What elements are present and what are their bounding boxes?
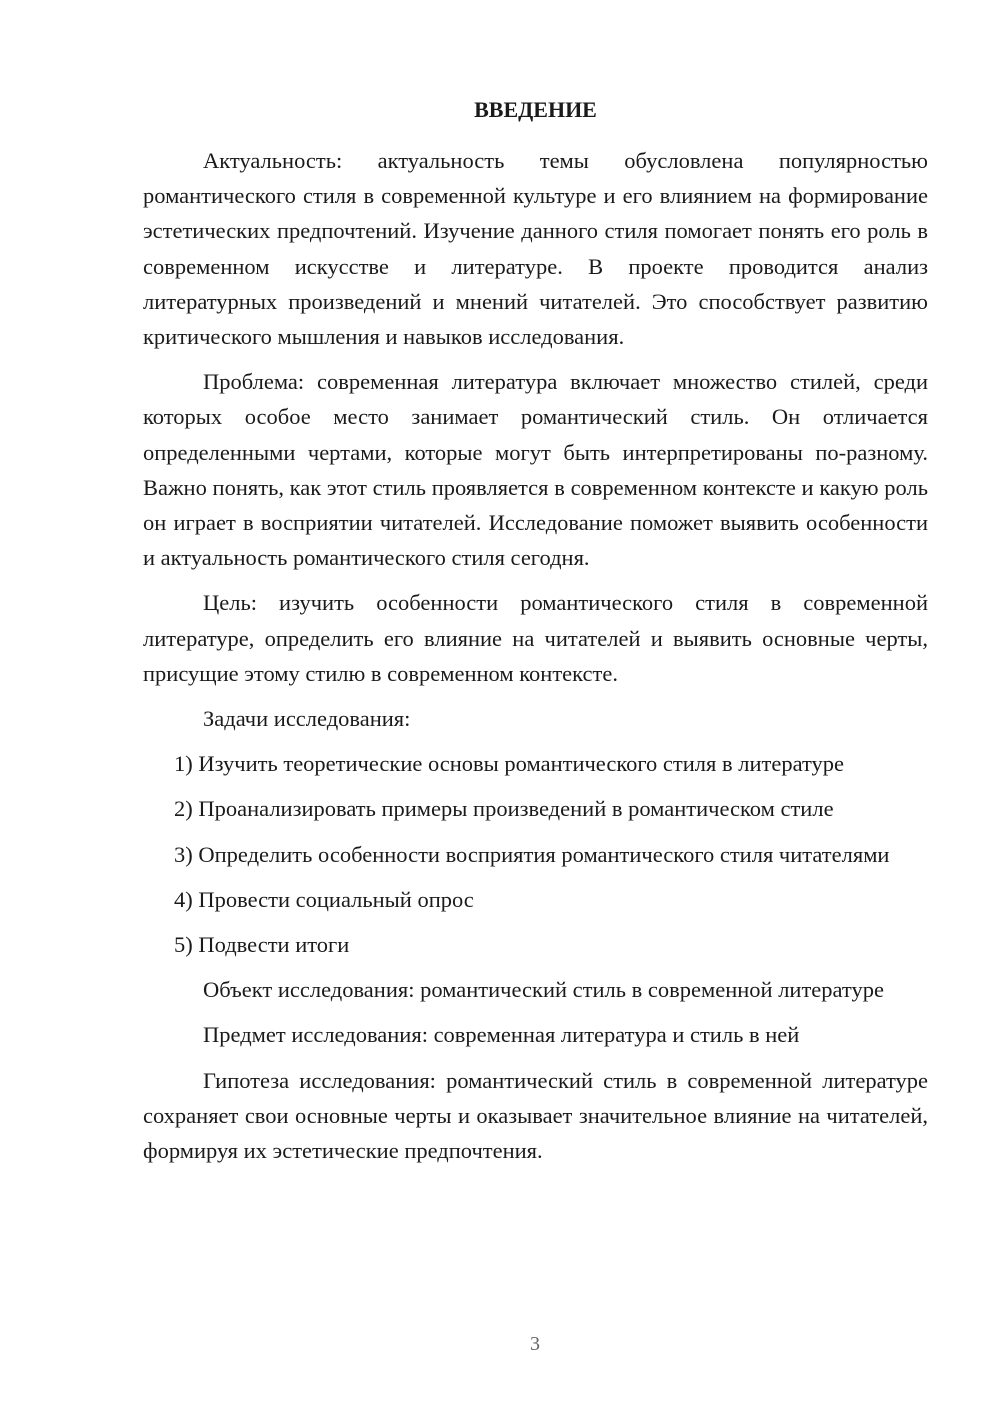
task-item-5: 5) Подвести итоги — [174, 932, 350, 958]
task-item-4: 4) Провести социальный опрос — [174, 886, 474, 912]
tasks-heading: Задачи исследования: — [203, 706, 411, 732]
object-paragraph: Объект исследования: романтический стиль в современной литературе — [203, 977, 884, 1003]
goal-paragraph: Цель: изучить особенности романтического стиля в современной литературе, определить его влияние на читателей и выявить основные черты, присущие этому стилю в современном контексте. — [143, 590, 928, 686]
section-title: ВВЕДЕНИЕ — [474, 97, 597, 122]
task-item-3: 3) Определить особенности восприятия романтического стиля читателями — [174, 841, 890, 867]
document-page — [143, 95, 928, 1178]
problem-paragraph: Проблема: современная литература включает множество стилей, среди которых особое место занимает романтический стиль. Он отличается определенными чертами, которые могут быть интерпретированы по-разному. Важно понять, как этот стиль проявляется в современном контексте и какую роль он играет в восприятии читателей. Исследование поможет выявить особенности и актуальность романтического стиля сегодня. — [143, 369, 928, 571]
task-item-2: 2) Проанализировать примеры произведений в романтическом стиле — [174, 796, 834, 822]
task-item-1: 1) Изучить теоретические основы романтического стиля в литературе — [174, 751, 844, 777]
subject-paragraph: Предмет исследования: современная литература и стиль в ней — [203, 1022, 800, 1048]
page-number: 3 — [530, 1333, 540, 1355]
hypothesis-paragraph: Гипотеза исследования: романтический стиль в современной литературе сохраняет свои основные черты и оказывает значительное влияние на читателей, формируя их эстетические предпочтения. — [143, 1067, 928, 1164]
relevance-paragraph: Актуальность: актуальность темы обусловлена популярностью романтического стиля в современной культуре и его влиянием на формирование эстетических предпочтений. Изучение данного стиля помогает понять его роль в современном искусстве и литературе. В проекте проводится анализ литературных произведений и мнений читателей. Это способствует развитию критического мышления и навыков исследования. — [143, 148, 928, 350]
